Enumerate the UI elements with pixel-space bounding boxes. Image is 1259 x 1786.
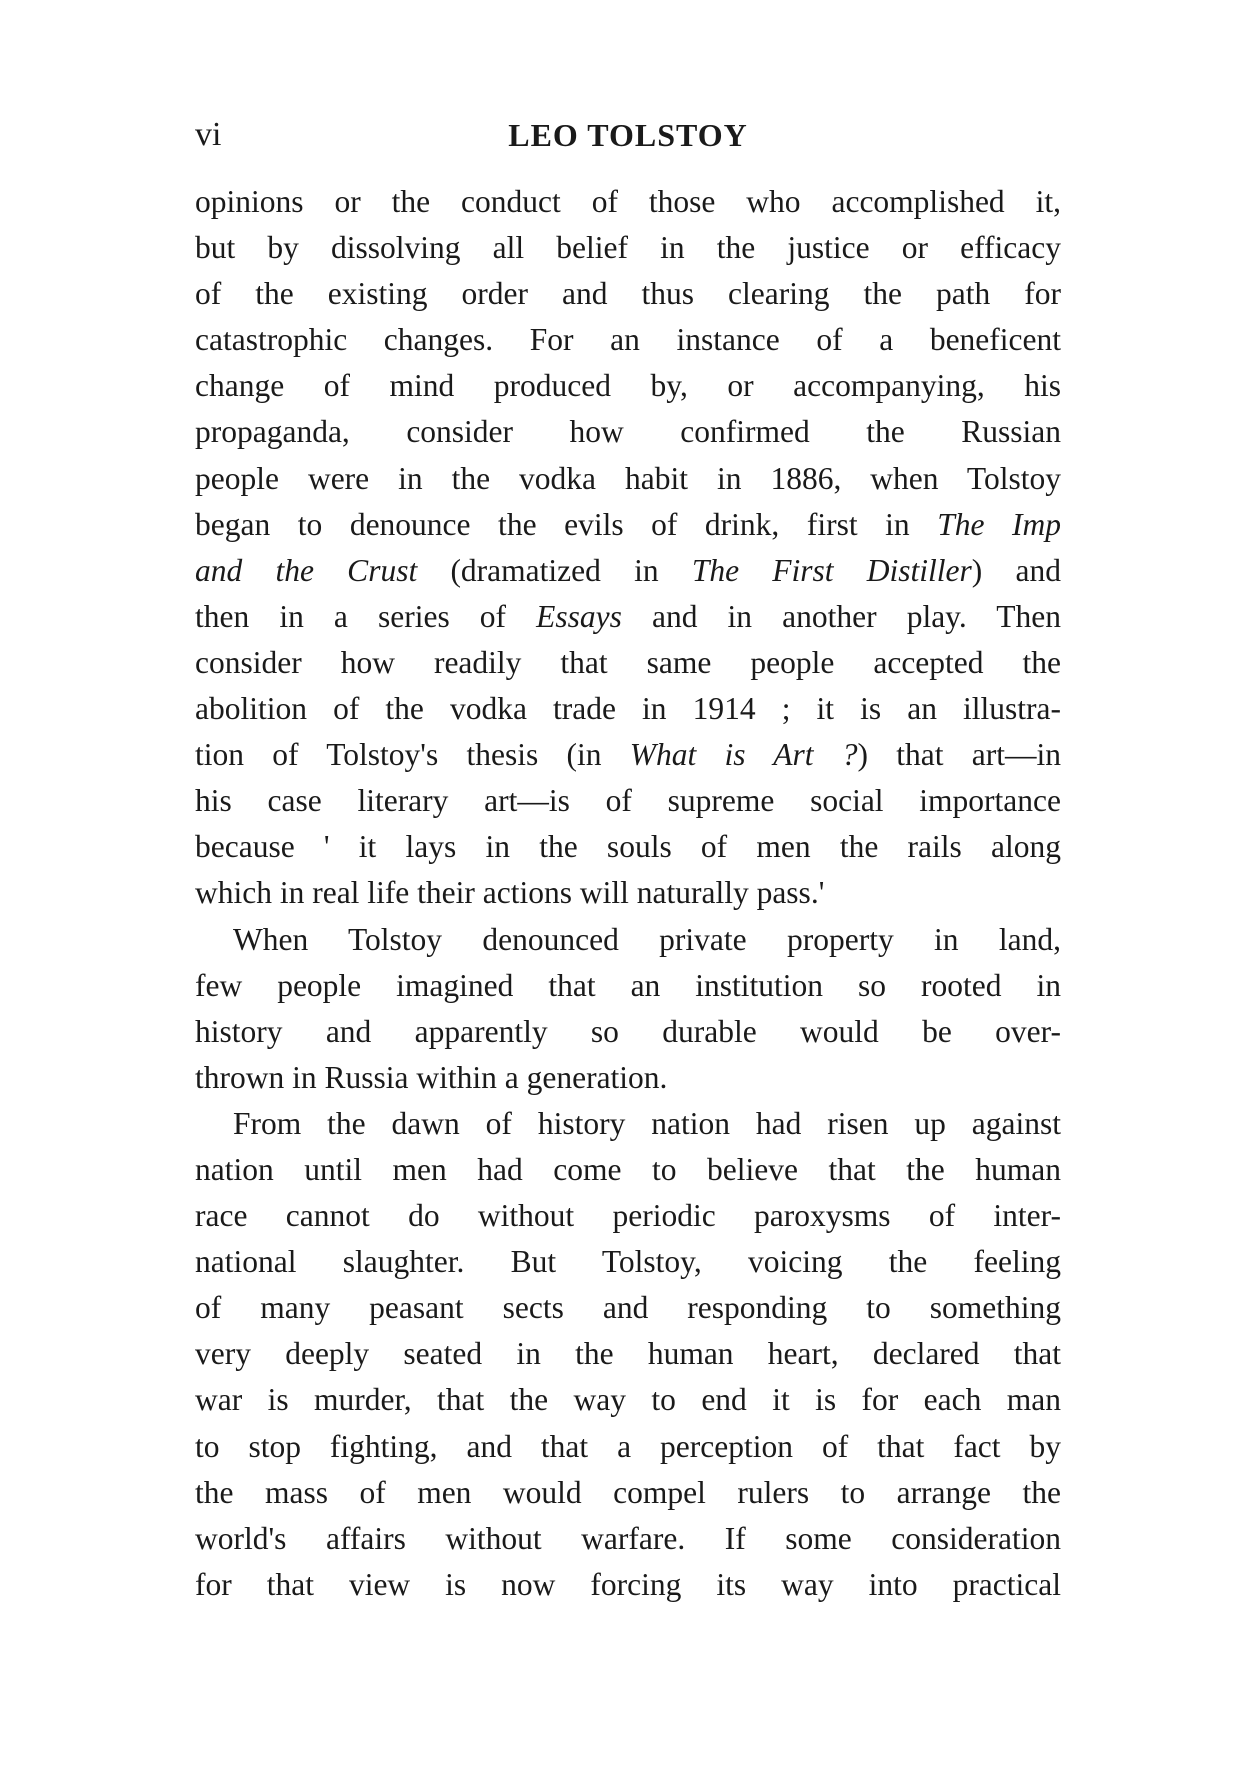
title-reference: What is Art ? — [629, 737, 858, 773]
running-title: LEO TOLSTOY — [508, 117, 748, 153]
text-line: world's affairs without warfare. If some consideration — [195, 1520, 1061, 1556]
text-line: history and apparently so durable would be over- — [195, 1013, 1061, 1049]
text-line: thrown in Russia within a generation. — [195, 1059, 668, 1095]
text-line: When Tolstoy denounced private property in land, — [233, 921, 1061, 957]
text-line: for that view is now forcing its way into practical — [195, 1566, 1061, 1602]
text-line: to stop fighting, and that a perception of that fact by — [195, 1428, 1061, 1464]
title-reference: and the Crust — [195, 552, 418, 588]
page-header — [195, 110, 1061, 160]
text-line: national slaughter. But Tolstoy, voicing the feeling — [195, 1244, 1061, 1280]
text-line: of many peasant sects and responding to something — [195, 1290, 1061, 1326]
page-number: vi — [195, 116, 222, 153]
text-line: of the existing order and thus clearing the path for — [195, 276, 1061, 312]
text-line: and the Crust (dramatized in The First Distiller) and — [195, 552, 1061, 588]
text-line: nation until men had come to believe that the human — [195, 1151, 1061, 1187]
text-line: catastrophic changes. For an instance of a beneficent — [195, 322, 1061, 358]
title-reference: The Imp — [937, 506, 1061, 542]
text-line: people were in the vodka habit in 1886, when Tolstoy — [195, 460, 1061, 496]
text-line: the mass of men would compel rulers to arrange the — [195, 1474, 1061, 1510]
text-line: which in real life their actions will naturally pass.' — [195, 875, 825, 911]
text-line: abolition of the vodka trade in 1914 ; it is an illustra- — [195, 691, 1061, 727]
text-line: few people imagined that an institution so rooted in — [195, 967, 1061, 1003]
text-line: consider how readily that same people accepted the — [195, 644, 1061, 680]
title-reference: The First Distiller — [691, 552, 972, 588]
text-line: opinions or the conduct of those who accomplished it, — [195, 184, 1061, 219]
text-line: began to denounce the evils of drink, first in The Imp — [195, 506, 1061, 542]
text-line: but by dissolving all belief in the justice or efficacy — [195, 230, 1061, 266]
text-line: propaganda, consider how confirmed the Russian — [195, 414, 1061, 450]
text-line: tion of Tolstoy's thesis (in What is Art ?) that art—in — [195, 737, 1062, 773]
text-line: then in a series of Essays and in another play. Then — [195, 598, 1061, 634]
text-line: his case literary art—is of supreme social importance — [195, 783, 1061, 819]
text-line: because ' it lays in the souls of men the rails along — [195, 829, 1061, 865]
text-line: race cannot do without periodic paroxysms of inter- — [195, 1198, 1061, 1234]
text-line: From the dawn of history nation had risen up against — [233, 1105, 1061, 1141]
body-text — [195, 179, 1061, 1608]
text-line: very deeply seated in the human heart, declared that — [195, 1336, 1061, 1372]
text-line: change of mind produced by, or accompanying, his — [195, 368, 1061, 404]
title-reference: Essays — [536, 598, 622, 634]
text-line: war is murder, that the way to end it is for each man — [195, 1382, 1061, 1418]
